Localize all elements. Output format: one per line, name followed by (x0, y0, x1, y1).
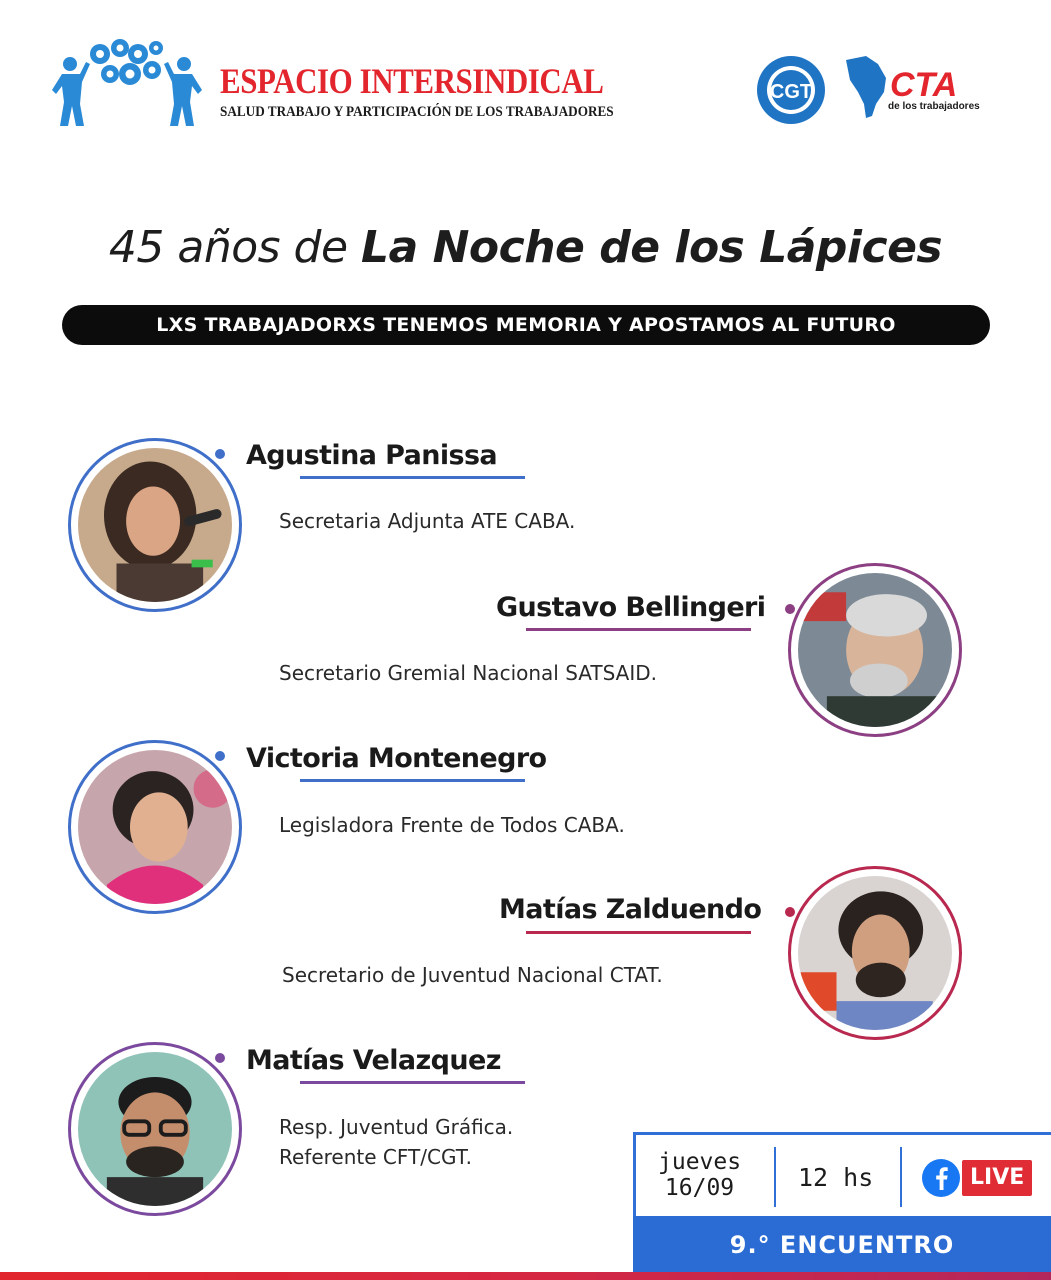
speaker-dot (783, 602, 797, 616)
org-title: ESPACIO INTERSINDICAL (220, 61, 604, 101)
page-title (0, 222, 1051, 273)
title-emphasis: La Noche de los Lápices (361, 222, 943, 273)
speaker-role: Secretaria Adjunta ATE CABA. (279, 509, 576, 533)
title-prefix: 45 años de (108, 222, 348, 273)
encuentro-banner: 9.° ENCUENTRO (633, 1216, 1051, 1272)
speaker-role: Secretario de Juventud Nacional CTAT. (282, 963, 663, 987)
org-subtitle: SALUD TRABAJO Y PARTICIPACIÓN DE LOS TRABAJADORES (220, 104, 614, 120)
subtitle-banner: LXS TRABAJADORXS TENEMOS MEMORIA Y APOSTAMOS AL FUTURO (62, 305, 990, 345)
speaker-avatar (788, 866, 962, 1040)
cgt-logo (755, 54, 827, 126)
speaker-role: Legisladora Frente de Todos CABA. (279, 813, 625, 837)
speaker-role-line2: Referente CFT/CGT. (279, 1145, 472, 1169)
facebook-icon (922, 1159, 960, 1197)
speaker-avatar (68, 1042, 242, 1216)
event-info (633, 1132, 1051, 1216)
divider (900, 1147, 902, 1207)
speaker-photo (78, 750, 232, 904)
speaker-name: Victoria Montenegro (246, 743, 547, 774)
name-underline (300, 476, 525, 479)
speaker-photo (78, 448, 232, 602)
speaker-name: Matías Zalduendo (499, 894, 762, 925)
speaker-role: Resp. Juventud Gráfica. (279, 1115, 514, 1139)
speaker-photo (78, 1052, 232, 1206)
name-underline (300, 779, 525, 782)
live-badge: LIVE (962, 1160, 1032, 1196)
speaker-avatar (68, 740, 242, 914)
gears-people-icon (52, 34, 202, 130)
event-time: 12 hs (798, 1163, 874, 1192)
bottom-stripe (0, 1272, 1051, 1280)
name-underline (300, 1081, 525, 1084)
cta-logo-text: CTA (890, 66, 958, 104)
cta-subtitle: de los trabajadores (888, 101, 980, 112)
speaker-dot (213, 749, 227, 763)
event-date (658, 1149, 741, 1201)
speaker-photo (798, 876, 952, 1030)
speaker-dot (213, 1051, 227, 1065)
speaker-role: Secretario Gremial Nacional SATSAID. (279, 661, 658, 685)
event-day: jueves (658, 1149, 742, 1175)
event-date-value: 16/09 (664, 1175, 735, 1201)
speaker-dot (213, 447, 227, 461)
speaker-avatar (68, 438, 242, 612)
speaker-dot (783, 905, 797, 919)
speaker-avatar (788, 563, 962, 737)
speaker-name: Agustina Panissa (246, 440, 498, 471)
name-underline (526, 931, 751, 934)
speaker-name: Gustavo Bellingeri (496, 592, 766, 623)
name-underline (526, 628, 751, 631)
divider (774, 1147, 776, 1207)
cgt-logo-text: CGT (769, 81, 813, 103)
speaker-photo (798, 573, 952, 727)
speaker-name: Matías Velazquez (246, 1045, 501, 1076)
